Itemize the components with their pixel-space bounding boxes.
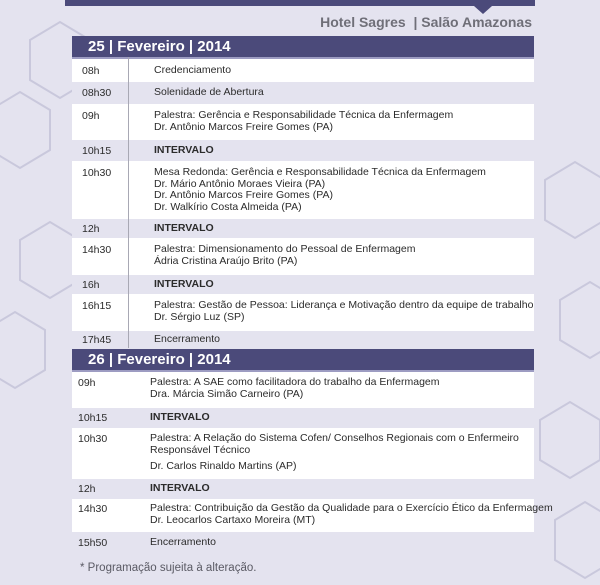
description-line: Responsável Técnico [150,443,251,456]
row-time: 10h30 [82,167,112,179]
schedule-row [72,219,534,238]
description-line: Dr. Walkírio Costa Almeida (PA) [154,200,302,213]
description-line: Dr. Mário Antônio Moraes Vieira (PA) [154,177,326,190]
row-time: 14h30 [82,244,112,256]
schedule-row [72,161,534,219]
row-description [150,502,553,526]
row-description [154,110,528,133]
schedule-row [72,238,534,275]
schedule-row [72,140,534,161]
description-line: Palestra: A Relação do Sistema Cofen/ Conselhos Regionais com o Enfermeiro [150,432,519,444]
description-line: Ádria Cristina Araújo Brito (PA) [154,254,298,267]
description-line: Palestra: Dimensionamento do Pessoal de Enfermagem [154,243,416,255]
row-time: 16h15 [82,300,112,312]
description-line: INTERVALO [154,144,214,156]
row-time: 08h30 [82,87,112,99]
row-time: 08h [82,65,100,77]
row-time: 09h [78,377,96,389]
row-description [154,145,528,157]
row-description [154,279,528,291]
row-description [150,433,528,473]
schedule-table [72,36,553,553]
row-description [154,87,528,99]
description-line: Dr. Leocarlos Cartaxo Moreira (MT) [150,513,316,526]
description-line: INTERVALO [150,411,210,423]
description-line: Palestra: Gerência e Responsabilidade Técnica da Enfermagem [154,109,454,121]
schedule-row [72,499,553,532]
schedule-row [72,275,534,294]
schedule-row [72,82,534,104]
description-line: Mesa Redonda: Gerência e Responsabilidade Técnica da Enfermagem [154,166,486,178]
day-header-1: 25 | Fevereiro | 2014 [72,36,534,59]
row-description [154,223,528,235]
description-line: Dra. Márcia Simão Carneiro (PA) [150,387,304,400]
row-time: 17h45 [82,334,112,346]
row-description [150,483,528,495]
description-line: INTERVALO [154,222,214,234]
row-time: 10h30 [78,433,108,445]
schedule-row [72,59,534,82]
row-description [154,334,528,346]
row-time: 10h15 [82,145,112,157]
row-time: 14h30 [78,503,108,515]
row-time: 10h15 [78,412,108,424]
description-line: Credenciamento [154,64,232,76]
row-description [150,412,528,424]
description-line: Dr. Antônio Marcos Freire Gomes (PA) [154,120,333,133]
venue-label: Hotel Sagres | Salão Amazonas [320,14,532,30]
description-line: Palestra: A SAE como facilitadora do trabalho da Enfermagem [150,376,440,388]
description-line: INTERVALO [150,482,210,494]
day-1-rows [72,59,534,349]
footnote: * Programação sujeita à alteração. [80,562,257,574]
row-time: 09h [82,110,100,122]
top-accent-bar [65,0,535,6]
row-description [150,537,528,549]
row-time: 12h [78,483,96,495]
row-time: 12h [82,223,100,235]
description-line: Dr. Antônio Marcos Freire Gomes (PA) [154,189,333,201]
schedule-row [72,331,534,349]
schedule-row [72,294,534,331]
top-accent-notch [474,6,492,14]
row-time: 16h [82,279,100,291]
description-line: Dr. Sérgio Luz (SP) [154,310,245,323]
description-line: Encerramento [154,333,220,345]
description-line: Encerramento [150,536,216,548]
schedule-row [72,532,534,553]
description-line: Palestra: Contribuição da Gestão da Qualidade para o Exercício Ético da Enfermagem [150,502,553,514]
row-description [150,377,528,400]
time-column-divider [128,57,129,348]
day-header-2: 26 | Fevereiro | 2014 [72,349,534,372]
row-description [154,65,528,77]
schedule-row [72,104,534,140]
row-description [154,167,528,213]
row-description [154,244,528,267]
schedule-row [72,372,534,408]
schedule-row [72,428,534,479]
description-line: Solenidade de Abertura [154,86,264,98]
schedule-row [72,479,534,499]
row-time: 15h50 [78,537,108,549]
description-line: Dr. Carlos Rinaldo Martins (AP) [150,460,297,472]
day-2-rows [72,372,553,553]
row-description [154,299,534,323]
schedule-row [72,408,534,428]
description-line: Palestra: Gestão de Pessoa: Liderança e Motivação dentro da equipe de trabalho [154,299,534,311]
description-line: INTERVALO [154,278,214,290]
